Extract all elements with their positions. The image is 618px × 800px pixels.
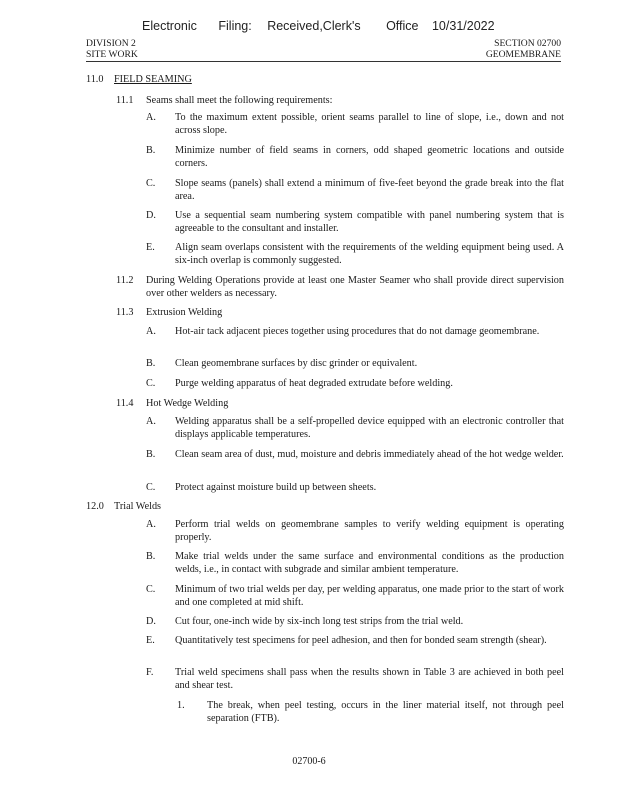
stamp-date: 10/31/2022 bbox=[431, 19, 495, 33]
subsection-number: 11.3 bbox=[116, 307, 134, 318]
stamp-electronic: Electronic bbox=[142, 19, 197, 33]
item-text: Quantitatively test specimens for peel adhesion, and then for bonded seam strength (shear). bbox=[175, 635, 547, 646]
subsection-11-4 bbox=[86, 397, 564, 411]
item-label: A. bbox=[146, 416, 156, 427]
item-label: D. bbox=[146, 616, 156, 627]
item-text: Trial weld specimens shall pass when the results shown in Table 3 are achieved in both peel and shear test. bbox=[175, 667, 564, 691]
stamp-filing: Filing: bbox=[218, 19, 252, 33]
item-text: Protect against moisture build up between sheets. bbox=[175, 482, 377, 493]
item-text: Align seam overlaps consistent with the requirements of the welding equipment being used. A six-inch overlap is commonly suggested. bbox=[175, 242, 564, 266]
item-label: C. bbox=[146, 482, 156, 493]
header-site-work: SITE WORK bbox=[86, 49, 138, 60]
item-text: Minimize number of field seams in corners, odd shaped geometric locations and outside corners. bbox=[175, 145, 564, 169]
subsection-11-1 bbox=[86, 94, 564, 108]
item-text: Welding apparatus shall be a self-propelled device equipped with an electronic controller that displays applicable temperatures. bbox=[175, 416, 564, 440]
section-11-heading bbox=[86, 73, 564, 87]
stamp-received: Received,Clerk's bbox=[267, 19, 361, 33]
subsection-number: 11.2 bbox=[116, 275, 134, 286]
subsection-11-3 bbox=[86, 306, 564, 320]
section-title: Trial Welds bbox=[114, 501, 162, 512]
item-label: C. bbox=[146, 378, 156, 389]
item-label: B. bbox=[146, 551, 156, 562]
item-label: B. bbox=[146, 449, 156, 460]
item-label: A. bbox=[146, 112, 156, 123]
item-label: C. bbox=[146, 178, 156, 189]
header-rule bbox=[86, 61, 561, 62]
item-label: E. bbox=[146, 635, 155, 646]
subsection-number: 11.4 bbox=[116, 398, 134, 409]
item-text: Cut four, one-inch wide by six-inch long test strips from the trial weld. bbox=[175, 616, 464, 627]
subsection-text: During Welding Operations provide at least one Master Seamer who shall provide direct supervision over other welders as necessary. bbox=[146, 275, 564, 299]
subsection-text: Seams shall meet the following requirements: bbox=[146, 95, 333, 106]
stamp-office: Office bbox=[386, 19, 419, 33]
section-number: 11.0 bbox=[86, 74, 104, 85]
item-text: Minimum of two trial welds per day, per welding apparatus, one made prior to the start of work and one completed at mid shift. bbox=[175, 584, 564, 608]
item-text: Use a sequential seam numbering system compatible with panel numbering system that is agreeable to the consultant and installer. bbox=[175, 210, 564, 234]
header-section: SECTION 02700 bbox=[494, 38, 561, 49]
section-number: 12.0 bbox=[86, 501, 104, 512]
filing-stamp bbox=[142, 20, 495, 33]
item-label: A. bbox=[146, 326, 156, 337]
subsection-text: Hot Wedge Welding bbox=[146, 398, 229, 409]
subsection-text: Extrusion Welding bbox=[146, 307, 223, 318]
item-label: B. bbox=[146, 145, 156, 156]
item-text: Perform trial welds on geomembrane samples to verify welding equipment is operating properly. bbox=[175, 519, 564, 543]
item-label: E. bbox=[146, 242, 155, 253]
item-text: Clean seam area of dust, mud, moisture and debris immediately ahead of the hot wedge welder. bbox=[175, 449, 564, 460]
item-text: Hot-air tack adjacent pieces together using procedures that do not damage geomembrane. bbox=[175, 326, 540, 337]
item-label: 1. bbox=[177, 700, 185, 711]
item-label: D. bbox=[146, 210, 156, 221]
subsection-number: 11.1 bbox=[116, 95, 134, 106]
item-label: C. bbox=[146, 584, 156, 595]
item-text: Clean geomembrane surfaces by disc grinder or equivalent. bbox=[175, 358, 418, 369]
item-label: F. bbox=[146, 667, 154, 678]
header-division: DIVISION 2 bbox=[86, 38, 136, 49]
item-text: The break, when peel testing, occurs in the liner material itself, not through peel separation (FTB). bbox=[207, 700, 564, 724]
item-text: Purge welding apparatus of heat degraded extrudate before welding. bbox=[175, 378, 453, 389]
item-label: A. bbox=[146, 519, 156, 530]
section-title: FIELD SEAMING bbox=[114, 74, 192, 85]
section-12-heading bbox=[86, 500, 564, 514]
page-number: 02700-6 bbox=[292, 756, 326, 767]
item-text: Slope seams (panels) shall extend a minimum of five-feet beyond the grade break into the flat area. bbox=[175, 178, 564, 202]
item-label: B. bbox=[146, 358, 156, 369]
item-text: To the maximum extent possible, orient seams parallel to line of slope, i.e., down and not across slope. bbox=[175, 112, 564, 136]
item-text: Make trial welds under the same surface and environmental conditions as the production welds, i.e., in contact with subgrade and similar ambient temperature. bbox=[175, 551, 564, 575]
header-geomembrane: GEOMEMBRANE bbox=[485, 49, 561, 60]
